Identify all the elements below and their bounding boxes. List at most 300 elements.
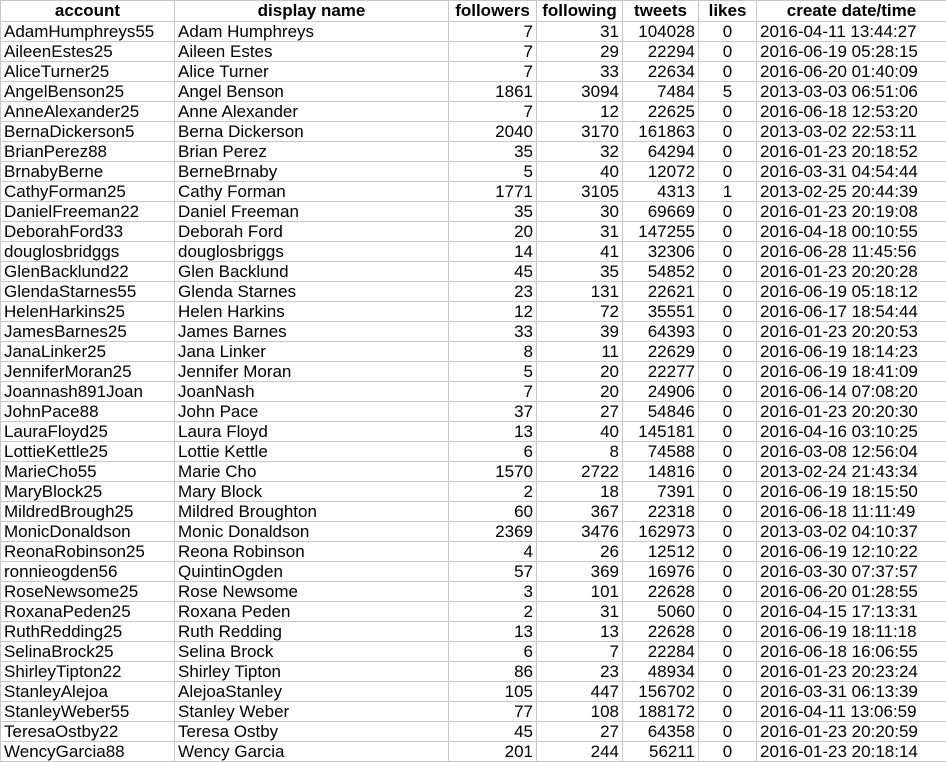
cell-account: StanleyWeber55 bbox=[1, 702, 175, 722]
cell-display-name: Glenda Starnes bbox=[175, 282, 449, 302]
cell-likes: 5 bbox=[699, 82, 757, 102]
cell-display-name: Berna Dickerson bbox=[175, 122, 449, 142]
cell-create-datetime: 2016-06-19 18:15:50 bbox=[757, 482, 946, 502]
cell-tweets: 22318 bbox=[623, 502, 699, 522]
cell-following: 41 bbox=[537, 242, 623, 262]
table-row bbox=[1, 562, 946, 582]
cell-create-datetime: 2016-06-19 05:28:15 bbox=[757, 42, 946, 62]
cell-followers: 3 bbox=[449, 582, 537, 602]
cell-account: JohnPace88 bbox=[1, 402, 175, 422]
cell-account: WencyGarcia88 bbox=[1, 742, 175, 762]
cell-account: JamesBarnes25 bbox=[1, 322, 175, 342]
cell-likes: 1 bbox=[699, 182, 757, 202]
cell-following: 244 bbox=[537, 742, 623, 762]
cell-followers: 6 bbox=[449, 642, 537, 662]
cell-followers: 4 bbox=[449, 542, 537, 562]
cell-tweets: 145181 bbox=[623, 422, 699, 442]
cell-likes: 0 bbox=[699, 42, 757, 62]
cell-following: 12 bbox=[537, 102, 623, 122]
table-row bbox=[1, 642, 946, 662]
cell-following: 23 bbox=[537, 662, 623, 682]
cell-create-datetime: 2013-02-25 20:44:39 bbox=[757, 182, 946, 202]
cell-likes: 0 bbox=[699, 742, 757, 762]
cell-tweets: 64393 bbox=[623, 322, 699, 342]
cell-create-datetime: 2016-06-18 12:53:20 bbox=[757, 102, 946, 122]
header-display-name: display name bbox=[175, 1, 449, 22]
cell-followers: 60 bbox=[449, 502, 537, 522]
cell-followers: 23 bbox=[449, 282, 537, 302]
cell-display-name: James Barnes bbox=[175, 322, 449, 342]
cell-create-datetime: 2013-03-02 04:10:37 bbox=[757, 522, 946, 542]
table-row bbox=[1, 322, 946, 342]
table-row bbox=[1, 362, 946, 382]
cell-likes: 0 bbox=[699, 282, 757, 302]
cell-create-datetime: 2016-06-20 01:28:55 bbox=[757, 582, 946, 602]
cell-account: AileenEstes25 bbox=[1, 42, 175, 62]
cell-likes: 0 bbox=[699, 442, 757, 462]
cell-display-name: Alice Turner bbox=[175, 62, 449, 82]
cell-create-datetime: 2016-03-31 06:13:39 bbox=[757, 682, 946, 702]
cell-display-name: Selina Brock bbox=[175, 642, 449, 662]
cell-following: 35 bbox=[537, 262, 623, 282]
cell-create-datetime: 2016-01-23 20:18:52 bbox=[757, 142, 946, 162]
cell-account: JanaLinker25 bbox=[1, 342, 175, 362]
cell-tweets: 7484 bbox=[623, 82, 699, 102]
table-row bbox=[1, 342, 946, 362]
cell-following: 13 bbox=[537, 622, 623, 642]
cell-tweets: 104028 bbox=[623, 22, 699, 42]
cell-followers: 57 bbox=[449, 562, 537, 582]
cell-create-datetime: 2016-04-11 13:06:59 bbox=[757, 702, 946, 722]
cell-account: SelinaBrock25 bbox=[1, 642, 175, 662]
cell-likes: 0 bbox=[699, 302, 757, 322]
cell-account: CathyForman25 bbox=[1, 182, 175, 202]
cell-likes: 0 bbox=[699, 562, 757, 582]
table-row bbox=[1, 462, 946, 482]
cell-following: 8 bbox=[537, 442, 623, 462]
table-row bbox=[1, 222, 946, 242]
cell-followers: 8 bbox=[449, 342, 537, 362]
cell-create-datetime: 2016-04-15 17:13:31 bbox=[757, 602, 946, 622]
cell-create-datetime: 2013-03-02 22:53:11 bbox=[757, 122, 946, 142]
cell-following: 30 bbox=[537, 202, 623, 222]
cell-account: Joannash891Joan bbox=[1, 382, 175, 402]
cell-tweets: 162973 bbox=[623, 522, 699, 542]
cell-create-datetime: 2016-03-31 04:54:44 bbox=[757, 162, 946, 182]
cell-followers: 105 bbox=[449, 682, 537, 702]
cell-following: 40 bbox=[537, 162, 623, 182]
cell-likes: 0 bbox=[699, 642, 757, 662]
cell-account: RoxanaPeden25 bbox=[1, 602, 175, 622]
cell-likes: 0 bbox=[699, 222, 757, 242]
cell-account: MaryBlock25 bbox=[1, 482, 175, 502]
cell-tweets: 64294 bbox=[623, 142, 699, 162]
cell-followers: 2040 bbox=[449, 122, 537, 142]
cell-display-name: QuintinOgden bbox=[175, 562, 449, 582]
cell-create-datetime: 2016-01-23 20:20:28 bbox=[757, 262, 946, 282]
cell-display-name: douglosbriggs bbox=[175, 242, 449, 262]
cell-display-name: Jennifer Moran bbox=[175, 362, 449, 382]
cell-likes: 0 bbox=[699, 242, 757, 262]
cell-following: 72 bbox=[537, 302, 623, 322]
cell-account: JenniferMoran25 bbox=[1, 362, 175, 382]
cell-followers: 20 bbox=[449, 222, 537, 242]
cell-display-name: Daniel Freeman bbox=[175, 202, 449, 222]
cell-following: 3476 bbox=[537, 522, 623, 542]
cell-following: 3094 bbox=[537, 82, 623, 102]
cell-account: douglosbridggs bbox=[1, 242, 175, 262]
cell-followers: 5 bbox=[449, 162, 537, 182]
cell-followers: 7 bbox=[449, 62, 537, 82]
cell-following: 40 bbox=[537, 422, 623, 442]
cell-following: 11 bbox=[537, 342, 623, 362]
cell-display-name: Shirley Tipton bbox=[175, 662, 449, 682]
table-row bbox=[1, 382, 946, 402]
cell-followers: 7 bbox=[449, 22, 537, 42]
cell-likes: 0 bbox=[699, 142, 757, 162]
table-row bbox=[1, 122, 946, 142]
cell-followers: 37 bbox=[449, 402, 537, 422]
cell-account: MildredBrough25 bbox=[1, 502, 175, 522]
cell-following: 31 bbox=[537, 602, 623, 622]
cell-create-datetime: 2016-01-23 20:19:08 bbox=[757, 202, 946, 222]
cell-create-datetime: 2016-04-11 13:44:27 bbox=[757, 22, 946, 42]
header-likes: likes bbox=[699, 1, 757, 22]
cell-tweets: 22294 bbox=[623, 42, 699, 62]
cell-followers: 5 bbox=[449, 362, 537, 382]
table-row bbox=[1, 602, 946, 622]
table-row bbox=[1, 622, 946, 642]
table-row bbox=[1, 162, 946, 182]
table-row bbox=[1, 202, 946, 222]
cell-followers: 7 bbox=[449, 42, 537, 62]
cell-tweets: 54846 bbox=[623, 402, 699, 422]
cell-display-name: Teresa Ostby bbox=[175, 722, 449, 742]
cell-display-name: John Pace bbox=[175, 402, 449, 422]
cell-display-name: Marie Cho bbox=[175, 462, 449, 482]
cell-likes: 0 bbox=[699, 202, 757, 222]
cell-likes: 0 bbox=[699, 122, 757, 142]
cell-following: 108 bbox=[537, 702, 623, 722]
cell-tweets: 5060 bbox=[623, 602, 699, 622]
cell-display-name: Brian Perez bbox=[175, 142, 449, 162]
table-row bbox=[1, 262, 946, 282]
cell-likes: 0 bbox=[699, 482, 757, 502]
cell-account: ReonaRobinson25 bbox=[1, 542, 175, 562]
cell-display-name: Laura Floyd bbox=[175, 422, 449, 442]
cell-account: GlenBacklund22 bbox=[1, 262, 175, 282]
cell-likes: 0 bbox=[699, 682, 757, 702]
cell-create-datetime: 2016-06-18 16:06:55 bbox=[757, 642, 946, 662]
cell-display-name: Monic Donaldson bbox=[175, 522, 449, 542]
cell-following: 101 bbox=[537, 582, 623, 602]
cell-display-name: Glen Backlund bbox=[175, 262, 449, 282]
cell-create-datetime: 2016-04-18 00:10:55 bbox=[757, 222, 946, 242]
header-following: following bbox=[537, 1, 623, 22]
table-row bbox=[1, 522, 946, 542]
cell-tweets: 35551 bbox=[623, 302, 699, 322]
cell-tweets: 74588 bbox=[623, 442, 699, 462]
cell-likes: 0 bbox=[699, 102, 757, 122]
table-row bbox=[1, 282, 946, 302]
cell-display-name: Angel Benson bbox=[175, 82, 449, 102]
cell-account: MarieCho55 bbox=[1, 462, 175, 482]
cell-following: 367 bbox=[537, 502, 623, 522]
cell-account: MonicDonaldson bbox=[1, 522, 175, 542]
cell-following: 447 bbox=[537, 682, 623, 702]
cell-followers: 77 bbox=[449, 702, 537, 722]
cell-create-datetime: 2016-03-08 12:56:04 bbox=[757, 442, 946, 462]
cell-likes: 0 bbox=[699, 722, 757, 742]
cell-account: StanleyAlejoa bbox=[1, 682, 175, 702]
cell-followers: 12 bbox=[449, 302, 537, 322]
cell-tweets: 24906 bbox=[623, 382, 699, 402]
cell-account: DeborahFord33 bbox=[1, 222, 175, 242]
cell-display-name: Mary Block bbox=[175, 482, 449, 502]
cell-following: 369 bbox=[537, 562, 623, 582]
table-row bbox=[1, 42, 946, 62]
table-row bbox=[1, 62, 946, 82]
cell-tweets: 161863 bbox=[623, 122, 699, 142]
table-row bbox=[1, 182, 946, 202]
cell-create-datetime: 2016-01-23 20:18:14 bbox=[757, 742, 946, 762]
cell-following: 20 bbox=[537, 382, 623, 402]
table-row bbox=[1, 682, 946, 702]
cell-create-datetime: 2016-06-28 11:45:56 bbox=[757, 242, 946, 262]
cell-display-name: Reona Robinson bbox=[175, 542, 449, 562]
cell-likes: 0 bbox=[699, 362, 757, 382]
cell-create-datetime: 2016-01-23 20:20:30 bbox=[757, 402, 946, 422]
cell-display-name: Rose Newsome bbox=[175, 582, 449, 602]
cell-display-name: Adam Humphreys bbox=[175, 22, 449, 42]
cell-account: ronnieogden56 bbox=[1, 562, 175, 582]
cell-likes: 0 bbox=[699, 462, 757, 482]
cell-tweets: 22628 bbox=[623, 622, 699, 642]
cell-account: BernaDickerson5 bbox=[1, 122, 175, 142]
cell-create-datetime: 2013-03-03 06:51:06 bbox=[757, 82, 946, 102]
table-row bbox=[1, 722, 946, 742]
cell-followers: 45 bbox=[449, 722, 537, 742]
table-row bbox=[1, 582, 946, 602]
cell-tweets: 48934 bbox=[623, 662, 699, 682]
cell-following: 27 bbox=[537, 402, 623, 422]
cell-likes: 0 bbox=[699, 62, 757, 82]
cell-display-name: Mildred Broughton bbox=[175, 502, 449, 522]
cell-following: 26 bbox=[537, 542, 623, 562]
cell-followers: 7 bbox=[449, 382, 537, 402]
cell-likes: 0 bbox=[699, 382, 757, 402]
cell-display-name: Lottie Kettle bbox=[175, 442, 449, 462]
cell-tweets: 56211 bbox=[623, 742, 699, 762]
cell-tweets: 147255 bbox=[623, 222, 699, 242]
cell-following: 39 bbox=[537, 322, 623, 342]
cell-create-datetime: 2016-01-23 20:20:59 bbox=[757, 722, 946, 742]
cell-tweets: 12512 bbox=[623, 542, 699, 562]
cell-followers: 35 bbox=[449, 202, 537, 222]
cell-following: 7 bbox=[537, 642, 623, 662]
cell-account: HelenHarkins25 bbox=[1, 302, 175, 322]
cell-likes: 0 bbox=[699, 542, 757, 562]
header-create-datetime: create date/time bbox=[757, 1, 946, 22]
table-row bbox=[1, 702, 946, 722]
cell-tweets: 32306 bbox=[623, 242, 699, 262]
cell-account: LottieKettle25 bbox=[1, 442, 175, 462]
table-row bbox=[1, 302, 946, 322]
cell-display-name: AlejoaStanley bbox=[175, 682, 449, 702]
cell-following: 2722 bbox=[537, 462, 623, 482]
table-row bbox=[1, 502, 946, 522]
cell-likes: 0 bbox=[699, 402, 757, 422]
cell-tweets: 64358 bbox=[623, 722, 699, 742]
cell-create-datetime: 2016-06-19 18:41:09 bbox=[757, 362, 946, 382]
cell-create-datetime: 2016-06-14 07:08:20 bbox=[757, 382, 946, 402]
table-row bbox=[1, 82, 946, 102]
cell-followers: 1570 bbox=[449, 462, 537, 482]
cell-account: ShirleyTipton22 bbox=[1, 662, 175, 682]
cell-likes: 0 bbox=[699, 702, 757, 722]
cell-followers: 14 bbox=[449, 242, 537, 262]
cell-likes: 0 bbox=[699, 502, 757, 522]
cell-followers: 13 bbox=[449, 422, 537, 442]
cell-display-name: Ruth Redding bbox=[175, 622, 449, 642]
cell-account: RuthRedding25 bbox=[1, 622, 175, 642]
cell-account: BrianPerez88 bbox=[1, 142, 175, 162]
cell-create-datetime: 2016-06-20 01:40:09 bbox=[757, 62, 946, 82]
cell-likes: 0 bbox=[699, 582, 757, 602]
cell-account: AdamHumphreys55 bbox=[1, 22, 175, 42]
header-tweets: tweets bbox=[623, 1, 699, 22]
cell-following: 29 bbox=[537, 42, 623, 62]
cell-following: 20 bbox=[537, 362, 623, 382]
cell-followers: 201 bbox=[449, 742, 537, 762]
cell-create-datetime: 2016-01-23 20:23:24 bbox=[757, 662, 946, 682]
cell-following: 131 bbox=[537, 282, 623, 302]
cell-likes: 0 bbox=[699, 162, 757, 182]
cell-display-name: Jana Linker bbox=[175, 342, 449, 362]
cell-followers: 2369 bbox=[449, 522, 537, 542]
cell-following: 18 bbox=[537, 482, 623, 502]
cell-create-datetime: 2016-06-19 05:18:12 bbox=[757, 282, 946, 302]
cell-followers: 33 bbox=[449, 322, 537, 342]
cell-account: AliceTurner25 bbox=[1, 62, 175, 82]
table-row bbox=[1, 22, 946, 42]
cell-create-datetime: 2016-06-17 18:54:44 bbox=[757, 302, 946, 322]
cell-create-datetime: 2016-06-18 11:11:49 bbox=[757, 502, 946, 522]
cell-tweets: 14816 bbox=[623, 462, 699, 482]
cell-followers: 86 bbox=[449, 662, 537, 682]
cell-account: LauraFloyd25 bbox=[1, 422, 175, 442]
cell-followers: 1771 bbox=[449, 182, 537, 202]
table-row bbox=[1, 662, 946, 682]
table-row bbox=[1, 142, 946, 162]
table-row bbox=[1, 422, 946, 442]
cell-following: 33 bbox=[537, 62, 623, 82]
table-row bbox=[1, 102, 946, 122]
cell-likes: 0 bbox=[699, 322, 757, 342]
cell-tweets: 22621 bbox=[623, 282, 699, 302]
cell-account: AnneAlexander25 bbox=[1, 102, 175, 122]
cell-tweets: 4313 bbox=[623, 182, 699, 202]
cell-tweets: 54852 bbox=[623, 262, 699, 282]
cell-create-datetime: 2016-03-30 07:37:57 bbox=[757, 562, 946, 582]
cell-tweets: 22277 bbox=[623, 362, 699, 382]
cell-following: 3170 bbox=[537, 122, 623, 142]
cell-likes: 0 bbox=[699, 262, 757, 282]
cell-create-datetime: 2016-04-16 03:10:25 bbox=[757, 422, 946, 442]
cell-tweets: 22284 bbox=[623, 642, 699, 662]
table-row bbox=[1, 242, 946, 262]
cell-account: BrnabyBerne bbox=[1, 162, 175, 182]
table-row bbox=[1, 542, 946, 562]
cell-likes: 0 bbox=[699, 522, 757, 542]
cell-tweets: 22629 bbox=[623, 342, 699, 362]
header-followers: followers bbox=[449, 1, 537, 22]
cell-display-name: Deborah Ford bbox=[175, 222, 449, 242]
cell-display-name: Wency Garcia bbox=[175, 742, 449, 762]
cell-followers: 13 bbox=[449, 622, 537, 642]
cell-account: RoseNewsome25 bbox=[1, 582, 175, 602]
header-account: account bbox=[1, 1, 175, 22]
cell-followers: 7 bbox=[449, 102, 537, 122]
cell-display-name: Helen Harkins bbox=[175, 302, 449, 322]
cell-following: 31 bbox=[537, 222, 623, 242]
cell-create-datetime: 2016-06-19 18:14:23 bbox=[757, 342, 946, 362]
cell-create-datetime: 2016-06-19 12:10:22 bbox=[757, 542, 946, 562]
cell-likes: 0 bbox=[699, 662, 757, 682]
cell-following: 31 bbox=[537, 22, 623, 42]
cell-account: AngelBenson25 bbox=[1, 82, 175, 102]
table-row bbox=[1, 442, 946, 462]
cell-following: 3105 bbox=[537, 182, 623, 202]
cell-followers: 1861 bbox=[449, 82, 537, 102]
cell-likes: 0 bbox=[699, 422, 757, 442]
cell-followers: 45 bbox=[449, 262, 537, 282]
cell-likes: 0 bbox=[699, 622, 757, 642]
cell-account: TeresaOstby22 bbox=[1, 722, 175, 742]
cell-likes: 0 bbox=[699, 342, 757, 362]
table-row bbox=[1, 482, 946, 502]
cell-display-name: Stanley Weber bbox=[175, 702, 449, 722]
cell-display-name: Roxana Peden bbox=[175, 602, 449, 622]
cell-display-name: Aileen Estes bbox=[175, 42, 449, 62]
cell-followers: 2 bbox=[449, 602, 537, 622]
cell-account: DanielFreeman22 bbox=[1, 202, 175, 222]
cell-account: GlendaStarnes55 bbox=[1, 282, 175, 302]
cell-display-name: Anne Alexander bbox=[175, 102, 449, 122]
cell-tweets: 69669 bbox=[623, 202, 699, 222]
cell-create-datetime: 2013-02-24 21:43:34 bbox=[757, 462, 946, 482]
cell-tweets: 16976 bbox=[623, 562, 699, 582]
cell-tweets: 7391 bbox=[623, 482, 699, 502]
header-row bbox=[1, 1, 946, 22]
cell-followers: 6 bbox=[449, 442, 537, 462]
cell-display-name: JoanNash bbox=[175, 382, 449, 402]
cell-following: 32 bbox=[537, 142, 623, 162]
cell-likes: 0 bbox=[699, 22, 757, 42]
cell-tweets: 22625 bbox=[623, 102, 699, 122]
table-row bbox=[1, 402, 946, 422]
table-row bbox=[1, 742, 946, 762]
cell-following: 27 bbox=[537, 722, 623, 742]
cell-tweets: 156702 bbox=[623, 682, 699, 702]
cell-followers: 2 bbox=[449, 482, 537, 502]
cell-tweets: 22628 bbox=[623, 582, 699, 602]
cell-tweets: 22634 bbox=[623, 62, 699, 82]
cell-display-name: Cathy Forman bbox=[175, 182, 449, 202]
cell-create-datetime: 2016-06-19 18:11:18 bbox=[757, 622, 946, 642]
cell-likes: 0 bbox=[699, 602, 757, 622]
cell-display-name: BerneBrnaby bbox=[175, 162, 449, 182]
